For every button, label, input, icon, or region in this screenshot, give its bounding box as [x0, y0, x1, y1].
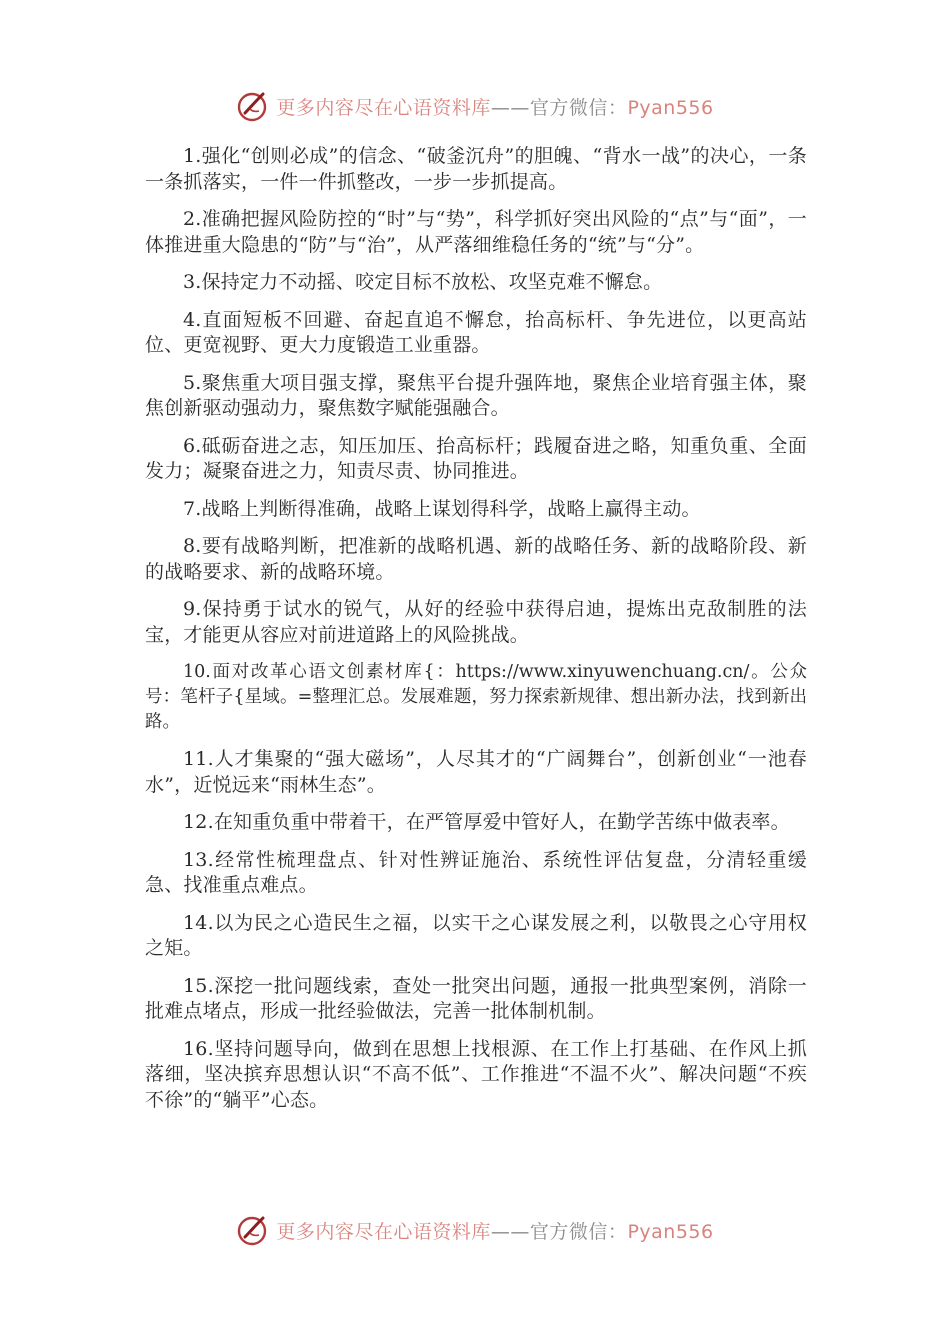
paragraph-2: 2.准确把握风险防控的“时”与“势”，科学抓好突出风险的“点”与“面”，一体推进重大隐患的“防”与“治”，从严落细维稳任务的“统”与“分”。: [145, 208, 807, 256]
banner-title: 更多内容尽在心语资料库: [276, 1220, 491, 1243]
paragraph-8: 8.要有战略判断，把准新的战略机遇、新的战略任务、新的战略阶段、新的战略要求、新的战略环境。: [145, 535, 807, 583]
paragraph-4: 4.直面短板不回避、奋起直追不懈怠，抬高标杆、争先进位，以更高站位、更宽视野、更大力度锻造工业重器。: [145, 308, 807, 356]
paragraph-12: 12.在知重负重中带着干，在严管厚爱中管好人，在勤学苦练中做表率。: [183, 811, 790, 833]
banner-dash: ——: [490, 96, 530, 119]
brush-logo-icon: [236, 89, 270, 123]
footer-banner: [0, 1210, 950, 1250]
paragraph-10: 10.面对改革心语文创素材库{：https://www.xinyuwenchuang.cn/。公众号：笔杆子{星域。=整理汇总。发展难题，努力探索新规律、想出新办法，找到新出路。: [145, 662, 807, 732]
banner-wechat-label: 官方微信：: [529, 1220, 628, 1243]
paragraph-15: 15.深挖一批问题线索，查处一批突出问题，通报一批典型案例，消除一批难点堵点，形成一批经验做法，完善一批体制机制。: [145, 974, 807, 1022]
banner-title: 更多内容尽在心语资料库: [276, 96, 491, 119]
paragraph-3: 3.保持定力不动摇、咬定目标不放松、攻坚克难不懈怠。: [183, 271, 663, 293]
paragraph-9: 9.保持勇于试水的锐气，从好的经验中获得启迪，提炼出克敌制胜的法宝，才能更从容应对前进道路上的风险挑战。: [145, 598, 807, 646]
paragraph-1: 1.强化“创则必成”的信念、“破釜沉舟”的胆魄、“背水一战”的决心，一条一条抓落实，一件一件抓整改，一步一步抓提高。: [145, 145, 807, 193]
header-banner: [0, 86, 950, 126]
banner-text: [276, 93, 713, 120]
banner-wechat-id: Pyan556: [627, 1220, 714, 1243]
banner-wechat-id: Pyan556: [627, 96, 714, 119]
brush-logo-icon: [236, 1213, 270, 1247]
document-body: [145, 144, 807, 1125]
banner-dash: ——: [490, 1220, 530, 1243]
paragraph-7: 7.战略上判断得准确，战略上谋划得科学，战略上赢得主动。: [183, 497, 701, 520]
paragraph-13: 13.经常性梳理盘点、针对性辨证施治、系统性评估复盘，分清轻重缓急、找准重点难点。: [145, 848, 807, 896]
paragraph-6: 6.砥砺奋进之志，知压加压、抬高标杆；践履奋进之略，知重负重、全面发力；凝聚奋进之力，知责尽责、协同推进。: [145, 434, 807, 482]
paragraph-11: 11.人才集聚的“强大磁场”，人尽其才的“广阔舞台”，创新创业“一池春水”，近悦远来“雨林生态”。: [145, 748, 807, 796]
paragraph-14: 14.以为民之心造民生之福，以实干之心谋发展之利，以敬畏之心守用权之矩。: [145, 911, 807, 959]
banner-wechat-label: 官方微信：: [529, 96, 628, 119]
paragraph-5: 5.聚焦重大项目强支撑，聚焦平台提升强阵地，聚焦企业培育强主体，聚焦创新驱动强动力，聚焦数字赋能强融合。: [145, 371, 807, 419]
paragraph-16: 16.坚持问题导向，做到在思想上找根源、在工作上打基础、在作风上抓落细，坚决摈弃思想认识“不高不低”、工作推进“不温不火”、解决问题“不疾不徐”的“躺平”心态。: [145, 1037, 807, 1111]
banner-text: [276, 1217, 713, 1244]
